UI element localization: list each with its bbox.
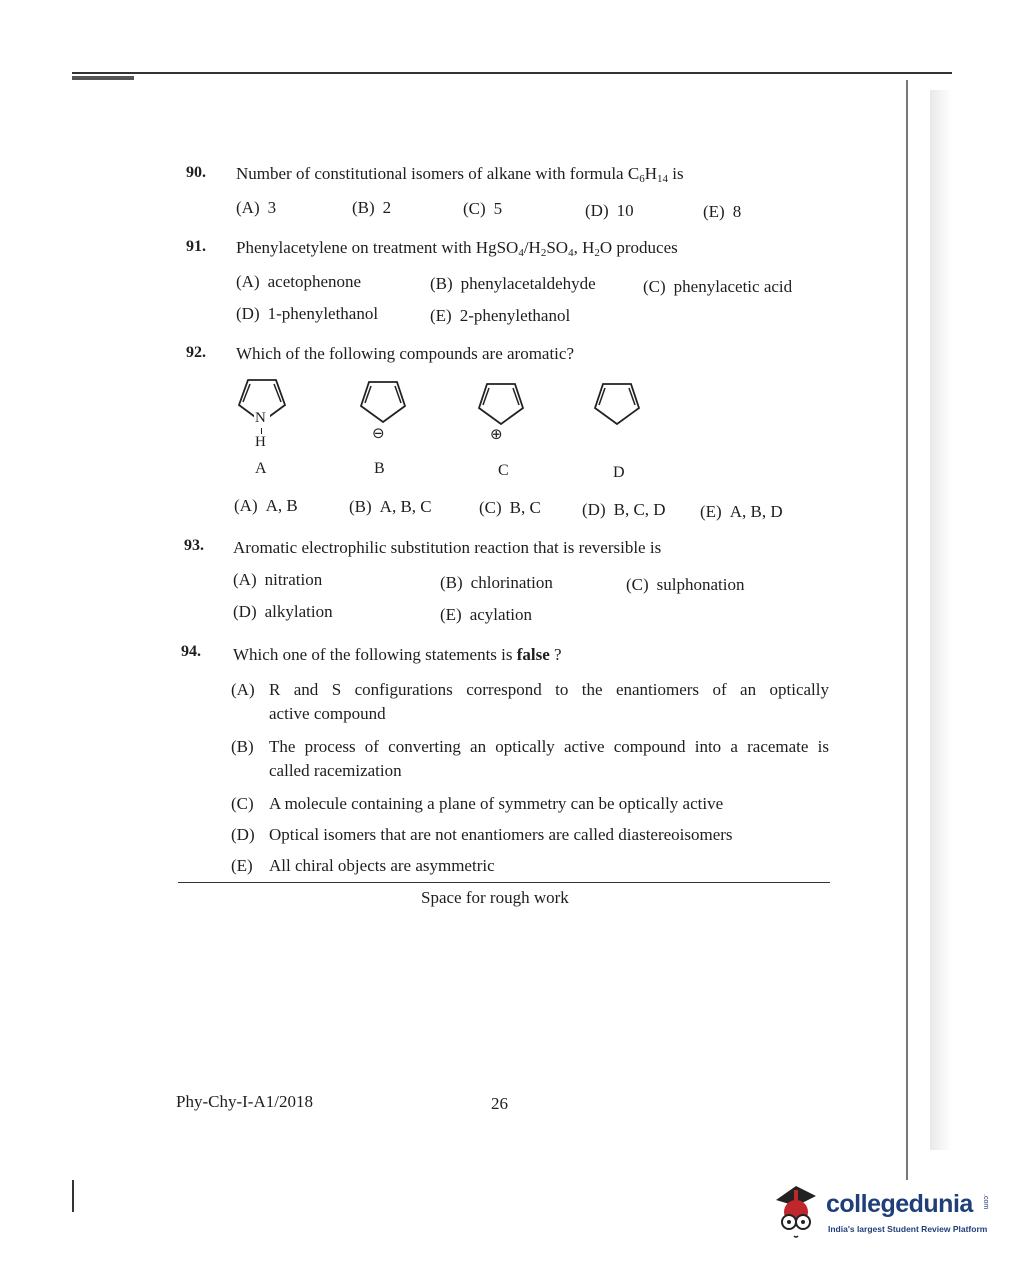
negative-charge-icon: ⊖ (372, 424, 385, 442)
structure-c-label: C (498, 462, 509, 479)
paper-code: Phy-Chy-I-A1/2018 (176, 1092, 313, 1111)
q93-option-e (440, 605, 532, 625)
q90-sub-2: 14 (656, 173, 668, 185)
q91-text-2: /H (523, 238, 541, 257)
q91-text-3: SO (546, 238, 569, 257)
option-text: 1-phenylethanol (267, 304, 379, 323)
structure-a-n-atom: N (255, 410, 266, 426)
q94-option-a (231, 678, 831, 728)
option-text: alkylation (264, 602, 333, 621)
q94-option-e (231, 854, 831, 880)
option-text: Optical isomers that are not enantiomers are called diastereoisomers (269, 825, 733, 844)
structure-c-cation (476, 380, 526, 430)
question-number-91: 91. (186, 238, 206, 255)
q90-option-e (703, 202, 741, 222)
option-label: (B) (430, 274, 453, 293)
q91-text-1: Phenylacetylene on treatment with HgSO (236, 238, 519, 257)
logo-tagline: India's largest Student Review Platform (828, 1224, 988, 1234)
collegedunia-logo (766, 1178, 996, 1242)
q90-option-a (236, 198, 276, 218)
q90-text-a: Number of constitutional isomers of alkane with formula C (236, 164, 640, 183)
option-text: 2-phenylethanol (459, 306, 571, 325)
q91-sub-2: 2 (540, 247, 547, 259)
option-text: 2 (382, 198, 392, 217)
q93-option-d (233, 602, 333, 622)
structure-a-h-atom: H (255, 434, 266, 450)
q91-option-b (430, 274, 596, 294)
question-text-90 (236, 164, 684, 185)
rough-work-divider (178, 882, 830, 883)
option-text: 10 (616, 201, 634, 220)
option-text: A, B, C (379, 497, 432, 516)
q90-text-c: is (667, 164, 684, 183)
page-number: 26 (491, 1094, 508, 1113)
q91-sub-3: 4 (568, 247, 574, 259)
structure-d-cyclopentadiene (592, 380, 642, 430)
question-text-93: Aromatic electrophilic substitution reaction that is reversible is (233, 538, 662, 557)
q94-text-a: Which one of the following statements is (233, 645, 517, 664)
q94-option-c (231, 792, 831, 818)
logo-suffix: .com (982, 1194, 989, 1210)
q90-text-b: H (644, 164, 657, 183)
option-line-2: active compound (269, 704, 386, 723)
q94-option-b (231, 735, 831, 785)
option-text: A molecule containing a plane of symmetry can be optically active (269, 794, 724, 813)
top-rule-mark (72, 76, 134, 80)
q92-option-a (234, 496, 298, 516)
option-label: (B) (231, 737, 254, 756)
mascot-icon (766, 1178, 826, 1242)
option-label: (C) (643, 277, 666, 296)
option-label: (D) (233, 602, 257, 621)
q92-option-e (700, 502, 783, 522)
option-text: B, C, D (613, 500, 666, 519)
structure-a-label: A (255, 460, 267, 477)
question-number-93: 93. (184, 537, 204, 554)
option-label: (B) (352, 198, 375, 217)
cyclopentadienyl-anion-ring (358, 378, 408, 428)
option-label: (E) (430, 306, 452, 325)
option-label: (E) (440, 605, 462, 624)
logo-wordmark: collegedunia (826, 1190, 973, 1218)
question-text-94 (233, 645, 562, 665)
option-label: (D) (585, 201, 609, 220)
option-line-1: R and S configurations correspond to the enantiomers of an optically (269, 680, 829, 699)
option-label: (A) (234, 496, 258, 515)
structure-b-anion (358, 378, 408, 428)
option-text: acetophenone (267, 272, 362, 291)
option-label: (E) (231, 856, 253, 875)
q91-sub-4: 2 (594, 247, 600, 259)
cyclopentadienyl-cation-ring (476, 380, 526, 430)
q93-option-c (626, 575, 745, 595)
q94-text-c: ? (549, 645, 562, 664)
q90-option-d (585, 201, 634, 221)
q93-option-b (440, 573, 553, 593)
cyclopentadiene-ring (592, 380, 642, 430)
q91-sub-1: 4 (518, 247, 524, 259)
page-edge-shadow (930, 90, 952, 1150)
option-label: (B) (349, 497, 372, 516)
question-number-94: 94. (181, 643, 201, 660)
option-text: All chiral objects are asymmetric (269, 856, 495, 875)
option-text: B, C (509, 498, 541, 517)
question-number-90: 90. (186, 164, 206, 181)
option-text: phenylacetic acid (673, 277, 793, 296)
q91-text-5: O produces (599, 238, 678, 257)
option-line-2: called racemization (269, 761, 402, 780)
option-label: (C) (479, 498, 502, 517)
option-line-1: The process of converting an optically active compound into a racemate is (269, 737, 829, 756)
q92-option-c (479, 498, 541, 518)
question-text-92: Which of the following compounds are aromatic? (236, 344, 574, 363)
option-label: (A) (233, 570, 257, 589)
top-rule (72, 72, 952, 74)
q92-option-d (582, 500, 666, 520)
question-number-92: 92. (186, 344, 206, 361)
option-label: (E) (700, 502, 722, 521)
option-text: nitration (264, 570, 323, 589)
option-label: (D) (231, 825, 255, 844)
option-label: (C) (231, 794, 254, 813)
option-text: acylation (469, 605, 533, 624)
q94-text-bold: false (516, 645, 550, 664)
option-label: (D) (582, 500, 606, 519)
q90-sub-1: 6 (639, 173, 645, 185)
option-text: phenylacetaldehyde (460, 274, 596, 293)
option-label: (E) (703, 202, 725, 221)
q91-text-4: , H (573, 238, 595, 257)
option-label: (A) (236, 198, 260, 217)
option-text: 8 (732, 202, 742, 221)
option-label: (B) (440, 573, 463, 592)
option-text: A, B (265, 496, 298, 515)
option-text: chlorination (470, 573, 553, 592)
option-label: (C) (463, 199, 486, 218)
option-label: (A) (236, 272, 260, 291)
option-label: (C) (626, 575, 649, 594)
q92-option-b (349, 497, 432, 517)
q91-option-c (643, 277, 792, 297)
structure-b-label: B (374, 460, 385, 477)
option-text (269, 678, 829, 726)
q91-option-d (236, 304, 378, 324)
option-text: 5 (493, 199, 503, 218)
option-label: (A) (231, 680, 255, 699)
option-text: A, B, D (729, 502, 783, 521)
option-text: 3 (267, 198, 277, 217)
q94-option-d (231, 823, 831, 849)
option-text: sulphonation (656, 575, 745, 594)
rough-work-label: Space for rough work (421, 888, 569, 907)
option-label: (D) (236, 304, 260, 323)
structure-d-label: D (613, 464, 625, 481)
q93-option-a (233, 570, 322, 590)
q91-option-e (430, 306, 570, 326)
q91-option-a (236, 272, 361, 292)
question-text-91 (236, 238, 678, 259)
positive-charge-icon: ⊕ (490, 425, 503, 443)
margin-mark (72, 1180, 74, 1212)
q90-option-c (463, 199, 502, 219)
q90-option-b (352, 198, 391, 218)
page-edge-line (906, 80, 908, 1180)
option-text (269, 735, 829, 783)
